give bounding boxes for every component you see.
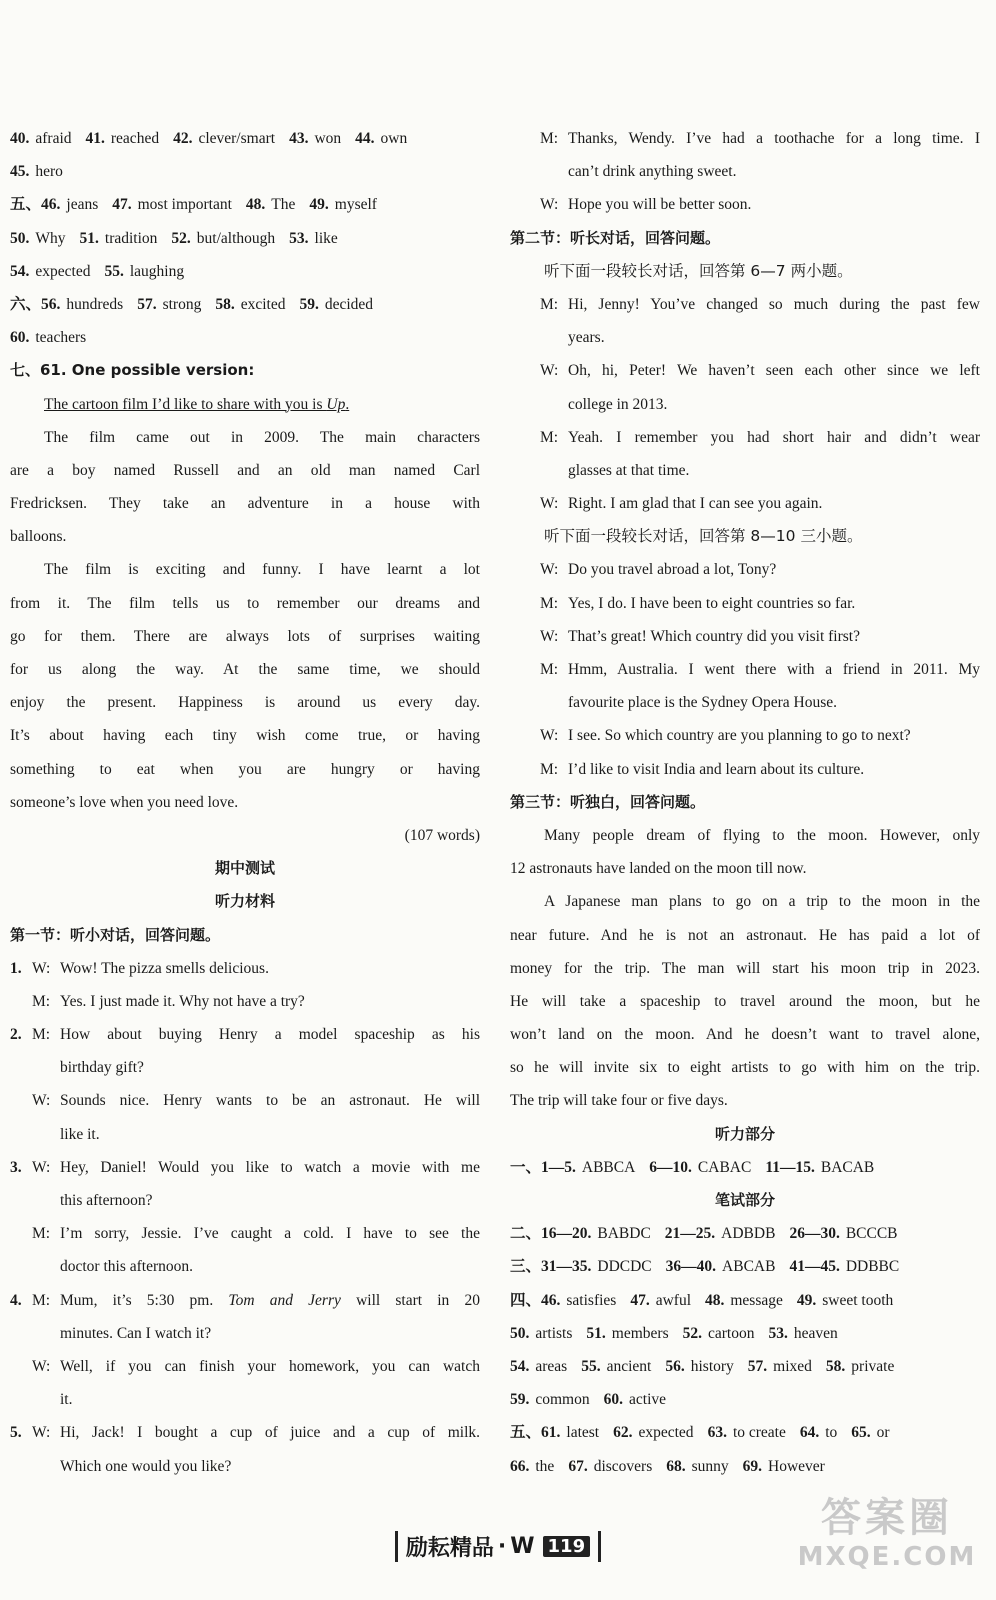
question-number: [10, 1250, 32, 1283]
word-count: (107 words): [404, 826, 480, 844]
answer-value: to: [825, 1424, 838, 1442]
answer-value: The: [271, 196, 296, 214]
essay-title-film: Up: [326, 395, 346, 413]
question-number: [10, 1184, 32, 1217]
answer-number: 66.: [510, 1457, 530, 1475]
answer-value: sweet tooth: [822, 1291, 894, 1309]
answer-number: 49.: [796, 1291, 817, 1309]
answer-number: 47.: [630, 1291, 650, 1309]
answer-value: ADBDB: [721, 1225, 776, 1243]
brand-dot: ·: [497, 1533, 507, 1559]
dialogue-line: [10, 1350, 480, 1383]
question-number: 3.: [10, 1158, 22, 1176]
answer-number: 四、46.: [510, 1291, 561, 1309]
answer-value: discovers: [593, 1457, 653, 1475]
question-number: 4.: [10, 1291, 22, 1309]
text-line: from it. The film tells us to remember our dreams and: [10, 594, 480, 612]
speaker-label: [32, 1250, 60, 1283]
answer-number: 58.: [825, 1357, 846, 1375]
dialogue-text: like it.: [60, 1125, 100, 1143]
speaker-label: W:: [540, 727, 559, 745]
answer-value: like: [314, 229, 338, 247]
question-number: [10, 1450, 32, 1483]
answer-number: 55.: [104, 262, 124, 280]
answer-value: won: [314, 130, 342, 147]
answer-value: Why: [35, 229, 66, 247]
dialogue-line: [10, 1084, 480, 1117]
answer-number: 51.: [79, 229, 99, 247]
answer-number: 45.: [10, 163, 30, 181]
question-number: [10, 1118, 32, 1151]
dialogue-text: years.: [568, 329, 605, 347]
dialogue-text: I see. So which country are you planning to go to next?: [568, 727, 911, 745]
text-line: go for them. There are always lots of surprises waiting: [10, 627, 480, 645]
speaker-label: [32, 1450, 60, 1483]
speaker-label: M:: [540, 428, 559, 446]
answer-number: 48.: [705, 1291, 725, 1309]
answer-number: 36—40.: [665, 1258, 717, 1276]
text-line: 12 astronauts have landed on the moon till now.: [510, 860, 807, 878]
answer-number: 56.: [665, 1357, 685, 1375]
text-line: someone’s love when you need love.: [10, 793, 239, 811]
answer-number: 五、61.: [510, 1424, 561, 1442]
answer-number: 68.: [666, 1457, 686, 1475]
answer-number: 65.: [851, 1424, 871, 1442]
dialogue-text: minutes. Can I watch it?: [60, 1324, 212, 1342]
text-line: It’s about having each tiny wish come true, or having: [10, 727, 480, 745]
answer-value: BACAB: [820, 1158, 875, 1176]
dialogue-text: Which one would you like?: [60, 1457, 232, 1475]
answer-row: [10, 188, 480, 221]
dialogue-line: [10, 1118, 480, 1151]
answer-value: but/although: [196, 229, 276, 247]
answer-number: 52.: [682, 1324, 702, 1342]
answer-value: hundreds: [66, 295, 124, 313]
speaker-label: [32, 1383, 60, 1416]
answer-number: 一、1—5.: [510, 1158, 576, 1176]
answer-value: clever/smart: [198, 130, 276, 147]
right-column: [510, 122, 980, 1483]
dialogue-line: [510, 288, 980, 321]
section-one-heading: 第一节：听小对话，回答问题。: [10, 925, 221, 944]
answer-number: 63.: [707, 1424, 727, 1442]
speaker-label: W:: [540, 495, 559, 513]
footer-brand: [395, 1531, 601, 1562]
dialogue-line: [10, 1184, 480, 1217]
dialogue-line: [10, 1416, 480, 1449]
dialogue-line: [510, 321, 980, 354]
answer-number: 44.: [355, 130, 375, 147]
answer-number: 57.: [137, 295, 157, 313]
question-number: [10, 985, 32, 1018]
watermark-url: MXQE.COM: [797, 1542, 977, 1572]
answer-number: 50.: [10, 229, 30, 247]
text-line: for us along the way. At the same time, we should: [10, 661, 480, 678]
answer-number: 55.: [581, 1357, 601, 1375]
answer-number: 58.: [215, 295, 235, 313]
dialogue-line: [10, 1051, 480, 1084]
dialogue-line: [510, 653, 980, 686]
answer-number: 21—25.: [664, 1225, 716, 1243]
answer-value: satisfies: [566, 1291, 617, 1309]
answer-row: [510, 1350, 980, 1383]
answer-number: 50.: [510, 1324, 530, 1342]
answer-row: [510, 1151, 980, 1184]
answer-number: 40.: [10, 130, 30, 147]
answer-row: [10, 288, 480, 321]
answer-value: areas: [535, 1357, 568, 1375]
speaker-label: M:: [540, 594, 559, 612]
speaker-label: M:: [540, 760, 559, 778]
speaker-label: W:: [32, 1424, 51, 1442]
speaker-label: W:: [540, 561, 559, 579]
answer-value: jeans: [66, 196, 99, 214]
midterm-title: 期中测试: [214, 859, 275, 878]
answer-value: decided: [324, 295, 374, 313]
question-number: 2.: [10, 1026, 22, 1044]
watermark: [792, 1495, 982, 1590]
answer-value: cartoon: [707, 1324, 755, 1342]
speaker-label: M:: [32, 992, 51, 1010]
dialogue-text: Mum, it’s 5:30 pm. Tom and Jerry will start in 20: [60, 1291, 480, 1309]
speaker-label: W:: [540, 362, 559, 380]
dialogue-text: can’t drink anything sweet.: [568, 163, 737, 181]
text-line: Fredricksen. They take an adventure in a house with: [10, 495, 480, 513]
dialogue-text: glasses at that time.: [568, 461, 690, 479]
speaker-label: M:: [540, 295, 559, 313]
watermark-logo-text: 答案圈: [821, 1495, 953, 1541]
answer-value: common: [535, 1391, 590, 1409]
instruction-6-7: 听下面一段较长对话，回答第 6—7 两小题。: [544, 261, 853, 280]
answer-number: 49.: [309, 196, 329, 214]
dialogue-line: [10, 1250, 480, 1283]
essay-title-underlined: [44, 396, 349, 413]
answer-value: members: [611, 1324, 669, 1342]
answer-number: 51.: [586, 1324, 606, 1342]
answer-number: 59.: [299, 295, 319, 313]
written-part-heading: 笔试部分: [714, 1191, 775, 1209]
question-number: [10, 1383, 32, 1416]
answer-number: 57.: [747, 1357, 768, 1375]
question-number: [10, 1084, 32, 1117]
question-number: [10, 1217, 32, 1250]
answer-number: 59.: [510, 1391, 530, 1409]
speaker-label: [32, 1317, 60, 1350]
dialogue-text: I’d like to visit India and learn about its culture.: [568, 760, 865, 778]
answer-value: mixed: [773, 1357, 812, 1375]
answer-number: 48.: [245, 196, 266, 214]
answer-value: latest: [566, 1424, 600, 1442]
text-line: The trip will take four or five days.: [510, 1092, 728, 1110]
answer-value: private: [851, 1357, 895, 1375]
answer-row: [10, 321, 480, 354]
answer-number: 五、46.: [10, 196, 61, 214]
text-line: won’t land on the moon. And he doesn’t want to travel alone,: [510, 1026, 980, 1044]
answer-value: or: [876, 1424, 890, 1442]
dialogue-line: [10, 952, 480, 985]
text-line: are a boy named Russell and an old man named Carl: [10, 461, 480, 479]
answer-number: 53.: [289, 229, 309, 247]
answer-value: teachers: [35, 329, 87, 347]
answer-value: hero: [35, 163, 63, 181]
text-line: The film is exciting and funny. I have learnt a lot: [44, 561, 480, 579]
text-line: near future. And he is not an astronaut. He has paid a lot of: [510, 926, 980, 944]
dialogue-line: [510, 753, 980, 786]
answer-number: 54.: [510, 1357, 530, 1375]
answer-value: myself: [334, 196, 377, 214]
brand-name: 励耘精品: [405, 1535, 494, 1561]
speaker-label: W:: [32, 959, 51, 977]
answer-value: ancient: [606, 1357, 652, 1375]
text-line: He will take a spaceship to travel around the moon, but he: [510, 992, 980, 1010]
dialogue-text: birthday gift?: [60, 1059, 144, 1077]
dialogue-text: Yes, I do. I have been to eight countries so far.: [568, 594, 856, 612]
question-number: 1.: [10, 959, 22, 977]
answer-value: message: [730, 1291, 783, 1309]
answer-value: tradition: [104, 229, 158, 247]
text-line: Many people dream of flying to the moon. However, only: [544, 826, 980, 844]
answer-number: 67.: [568, 1457, 588, 1475]
speaker-label: [32, 1118, 60, 1151]
answer-number: 53.: [768, 1324, 788, 1342]
answer-number: 69.: [742, 1457, 763, 1475]
page-number: 119: [543, 1536, 591, 1557]
answer-value: the: [535, 1457, 555, 1475]
dialogue-text: Hmm, Australia. I went there with a friend in 2011. My: [568, 661, 980, 678]
speaker-label: W:: [32, 1158, 51, 1176]
answer-value: history: [690, 1357, 734, 1375]
answer-row: [510, 1317, 980, 1350]
answer-row: [10, 155, 480, 188]
answer-number: 54.: [10, 262, 30, 280]
answer-value: expected: [638, 1424, 694, 1442]
dialogue-text: Right. I am glad that I can see you again.: [568, 495, 823, 513]
speaker-label: M:: [32, 1291, 51, 1309]
section-two-heading: 第二节：听长对话，回答问题。: [510, 228, 721, 247]
answer-number: 60.: [10, 329, 30, 347]
dialogue-line: [510, 620, 980, 653]
answer-value: expected: [35, 262, 91, 280]
answer-value: own: [380, 130, 408, 147]
dialogue-line: [510, 553, 980, 586]
answer-number: 62.: [613, 1424, 633, 1442]
essay-title-pre: The cartoon film I’d like to share with you is: [44, 395, 327, 413]
answer-value: afraid: [35, 130, 72, 147]
speaker-label: W:: [540, 627, 559, 645]
text-line: so he will invite six to eight artists to go with him on the trip.: [510, 1059, 980, 1077]
answer-row: [10, 122, 480, 155]
speaker-label: W:: [32, 1092, 51, 1110]
dialogue-line: [10, 1151, 480, 1184]
answer-row: [10, 222, 480, 255]
dialogue-line: [510, 122, 980, 155]
dialogue-line: [10, 1284, 480, 1317]
answer-row: [510, 1416, 980, 1449]
dialogue-text: I’m sorry, Jessie. I’ve caught a cold. I have to see the: [60, 1225, 480, 1243]
text-line: The film came out in 2009. The main characters: [44, 428, 480, 446]
dialogue-line: [510, 587, 980, 620]
speaker-label: W:: [32, 1357, 51, 1375]
dialogue-line: [10, 1317, 480, 1350]
answer-value: laughing: [129, 262, 185, 280]
essay-title: [10, 388, 480, 421]
dialogue-text: Oh, hi, Peter! We haven’t seen each other since we left: [568, 362, 980, 380]
answer-number: 64.: [799, 1424, 820, 1442]
answer-row: [510, 1450, 980, 1483]
answer-number: 42.: [173, 130, 193, 147]
dialogue-text: Yeah. I remember you had short hair and didn’t wear: [568, 428, 980, 446]
answer-row: [510, 1383, 980, 1416]
dialogue-text: Sounds nice. Henry wants to be an astronaut. He will: [60, 1092, 480, 1110]
answer-number: 26—30.: [789, 1225, 840, 1243]
question-number: 5.: [10, 1424, 22, 1442]
brand-letter: W: [510, 1533, 535, 1559]
text-line: something to eat when you are hungry or having: [10, 760, 480, 778]
speaker-label: [32, 1184, 60, 1217]
dialogue-line: [10, 1217, 480, 1250]
dialogue-text: That’s great! Which country did you visit first?: [568, 627, 860, 645]
answer-row: [510, 1217, 980, 1250]
dialogue-text: Do you travel abroad a lot, Tony?: [568, 561, 777, 579]
speaker-label: M:: [32, 1225, 51, 1243]
answer-value: heaven: [793, 1324, 838, 1342]
question-number: [10, 1317, 32, 1350]
answer-value: most important: [137, 196, 232, 214]
answer-value: ABCAB: [722, 1258, 776, 1276]
answer-row: [510, 1284, 980, 1317]
listening-title: 听力材料: [214, 892, 275, 911]
answer-value: active: [629, 1391, 667, 1409]
answer-row: [510, 1250, 980, 1283]
left-column: [10, 122, 480, 1483]
answer-number: 43.: [289, 130, 309, 147]
answer-value: to create: [732, 1424, 786, 1442]
essay-title-post: .: [345, 395, 350, 413]
dialogue-line: [10, 1383, 480, 1416]
dialogue-line: [10, 1450, 480, 1483]
speaker-label: M:: [32, 1026, 51, 1044]
dialogue-line: [510, 188, 980, 221]
answer-value: artists: [535, 1324, 573, 1342]
answer-number: 41.: [85, 130, 105, 147]
dialogue-text: doctor this afternoon.: [60, 1258, 194, 1276]
listening-part-heading: 听力部分: [714, 1124, 775, 1143]
text-line: money for the trip. The man will start his moon trip in 2023.: [510, 959, 980, 977]
dialogue-line: [510, 155, 980, 188]
instruction-8-10: 听下面一段较长对话，回答第 8—10 三小题。: [544, 527, 863, 546]
dialogue-text: How about buying Henry a model spaceship as his: [60, 1026, 480, 1044]
dialogue-text: Yes. I just made it. Why not have a try?: [60, 992, 305, 1010]
answer-value: awful: [655, 1291, 691, 1309]
answer-value: sunny: [691, 1457, 729, 1475]
text-line: enjoy the present. Happiness is around us every day.: [10, 694, 480, 712]
dialogue-text: Hey, Daniel! Would you like to watch a movie with me: [60, 1158, 480, 1176]
dialogue-text: college in 2013.: [568, 395, 668, 413]
dialogue-text: Hi, Jack! I bought a cup of juice and a cup of milk.: [60, 1424, 480, 1442]
answer-value: BCCCB: [845, 1225, 898, 1243]
answer-row: [10, 255, 480, 288]
dialogue-line: [510, 421, 980, 454]
answer-value: BABDC: [597, 1225, 651, 1243]
dialogue-text: favourite place is the Sydney Opera House.: [568, 694, 838, 712]
answer-number: 6—10.: [649, 1158, 692, 1176]
question-number: [10, 1350, 32, 1383]
answer-number: 11—15.: [765, 1158, 815, 1176]
answer-number: 六、56.: [10, 295, 61, 313]
essay-heading: 七、61. One possible version:: [10, 361, 255, 380]
dialogue-line: [510, 686, 980, 719]
dialogue-text: Hope you will be better soon.: [568, 196, 752, 214]
dialogue-text: Thanks, Wendy. I’ve had a toothache for a long time. I: [568, 130, 980, 147]
speaker-label: W:: [540, 196, 559, 214]
answer-value: However: [768, 1457, 825, 1475]
dialogue-text: it.: [60, 1391, 73, 1409]
text-line: balloons.: [10, 528, 67, 546]
dialogue-text: Hi, Jenny! You’ve changed so much during the past few: [568, 295, 980, 313]
answer-value: reached: [110, 130, 160, 147]
answer-value: ABBCA: [581, 1158, 636, 1176]
text-line: A Japanese man plans to go on a trip to the moon in the: [544, 893, 980, 911]
dialogue-line: [510, 354, 980, 387]
dialogue-line: [510, 454, 980, 487]
answer-number: 二、16—20.: [510, 1225, 592, 1243]
answer-value: DDCDC: [597, 1258, 652, 1276]
answer-number: 60.: [603, 1391, 623, 1409]
answer-number: 47.: [112, 196, 132, 214]
dialogue-text: Wow! The pizza smells delicious.: [60, 959, 269, 977]
answer-value: CABAC: [697, 1158, 752, 1176]
dialogue-line: [10, 1018, 480, 1051]
speaker-label: M:: [540, 661, 559, 678]
dialogue-line: [510, 388, 980, 421]
dialogue-text: this afternoon?: [60, 1192, 153, 1209]
answer-value: strong: [162, 295, 202, 313]
speaker-label: [32, 1051, 60, 1084]
answer-number: 52.: [171, 229, 191, 247]
speaker-label: M:: [540, 130, 559, 147]
dialogue-line: [510, 719, 980, 752]
answer-number: 三、31—35.: [510, 1258, 592, 1276]
dialogue-line: [10, 985, 480, 1018]
dialogue-line: [510, 487, 980, 520]
section-three-heading: 第三节：听独白，回答问题。: [510, 792, 706, 811]
answer-number: 41—45.: [789, 1258, 840, 1276]
dialogue-text: Well, if you can finish your homework, you can watch: [60, 1357, 480, 1375]
answer-value: excited: [240, 295, 286, 313]
question-number: [10, 1051, 32, 1084]
answer-value: DDBBC: [845, 1258, 900, 1276]
